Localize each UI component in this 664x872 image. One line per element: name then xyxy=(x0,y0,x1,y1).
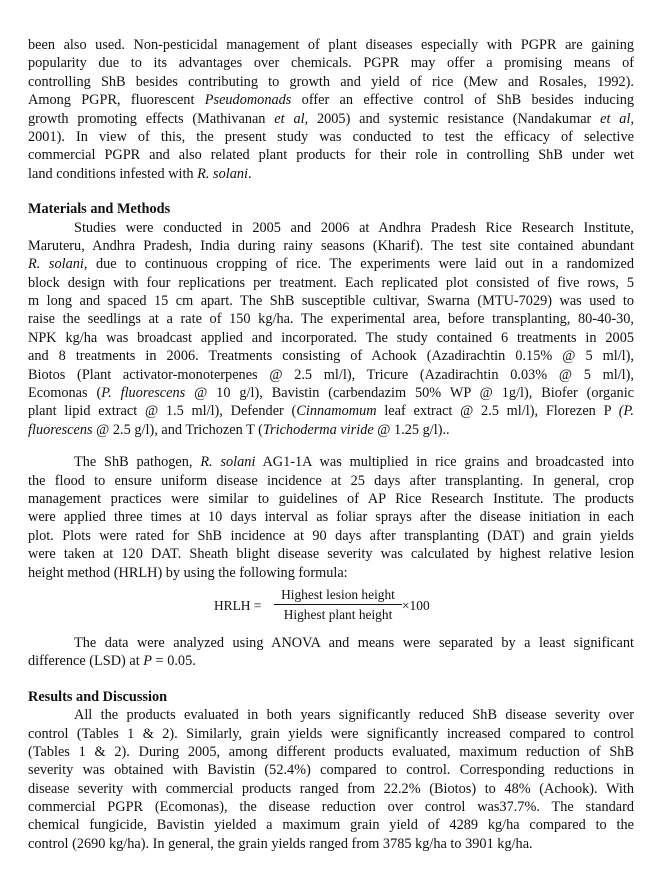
text-line: R. solani, due to continuous cropping of rice. The experiments were laid out in a randomized xyxy=(28,256,634,273)
text-line: were taken at 120 DAT. Sheath blight disease severity was calculated by highest relative lesion xyxy=(28,546,634,563)
text-line: commercial PGPR and also related plant products for their role in controlling ShB under wet xyxy=(28,147,634,164)
text-line: difference (LSD) at P = 0.05. xyxy=(28,653,196,670)
text-line: Studies were conducted in 2005 and 2006 at Andhra Pradesh Rice Research Institute, xyxy=(74,219,634,236)
text-line: chemical fungicide, Bavistin yielded a maximum grain yield of 4289 kg/ha compared to the xyxy=(28,817,634,834)
text-line: controlling ShB besides contributing to growth and yield of rice (Mew and Rosales, 1992). xyxy=(28,73,634,90)
formula-fraction xyxy=(274,586,402,623)
text-line: Biotos (Plant activator-monoterpenes @ 2.5 ml/l), Tricure (Azadirachtin 0.03% @ 5 ml/l), xyxy=(28,366,634,383)
document-page xyxy=(28,36,634,853)
text-line: plant lipid extract @ 1.5 ml/l), Defender (Cinnamomum leaf extract @ 2.5 ml/l), Florezen P (P. xyxy=(28,403,634,420)
paragraph-pathogen xyxy=(28,453,634,582)
hrlh-formula xyxy=(28,586,634,628)
paragraph-results xyxy=(28,706,634,853)
formula-numerator: Highest lesion height xyxy=(281,586,395,602)
paragraph-methods xyxy=(28,219,634,440)
formula-denominator: Highest plant height xyxy=(283,606,393,622)
text-line: severity was obtained with Bavistin (52.4%) compared to control. Corresponding reductions in xyxy=(28,762,634,779)
text-line: land conditions infested with R. solani. xyxy=(28,165,252,182)
text-line: The ShB pathogen, R. solani AG1-1A was multiplied in rice grains and broadcasted into xyxy=(74,454,634,471)
text-line: (Tables 1 & 2). During 2005, among different products evaluated, maximum reduction of ShB xyxy=(28,743,634,760)
fraction-bar xyxy=(274,604,402,605)
text-line: m long and spaced 15 cm apart. The ShB susceptible cultivar, Swarna (MTU-7029) was used to xyxy=(28,293,634,310)
text-line: commercial PGPR (Ecomonas), the disease reduction over control was37.7%. The standard xyxy=(28,799,634,816)
text-line: 2001). In view of this, the present study was conducted to test the efficacy of selective xyxy=(28,128,634,145)
text-line: disease severity with commercial products ranged from 22.2% (Biotos) to 48% (Achook). With xyxy=(28,780,634,797)
paragraph-analysis xyxy=(28,634,634,671)
text-line: control (2690 kg/ha). In general, the grain yields ranged from 3785 kg/ha to 3901 kg/ha. xyxy=(28,835,533,852)
text-line: popularity due to its advantages over chemicals. PGPR may offer a promising means of xyxy=(28,55,634,72)
text-line: All the products evaluated in both years significantly reduced ShB disease severity over xyxy=(74,707,634,724)
text-line: the flood to ensure uniform disease incidence at 25 days after transplanting. In general, crop xyxy=(28,472,634,489)
section-heading-methods: Materials and Methods xyxy=(28,201,171,218)
text-line: NPK kg/ha was broadcast applied and incorporated. The study contained 6 treatments in 2005 xyxy=(28,329,634,346)
text-line: Maruteru, Andhra Pradesh, India during rainy seasons (Kharif). The test site contained abundant xyxy=(28,237,634,254)
text-line: were applied three times at 10 days interval as foliar sprays after the disease initiation in each xyxy=(28,509,634,526)
formula-lhs: HRLH = xyxy=(214,597,262,613)
text-line: height method (HRLH) by using the following formula: xyxy=(28,564,348,581)
text-line: fluorescens @ 2.5 g/l), and Trichozen T (Trichoderma viride @ 1.25 g/l).. xyxy=(28,421,450,438)
text-line: Ecomonas (P. fluorescens @ 10 g/l), Bavistin (carbendazim 50% WP @ 1g/l), Biofer (organic xyxy=(28,385,635,402)
text-line: growth promoting effects (Mathivanan et al, 2005) and systemic resistance (Nandakumar et al, xyxy=(28,110,635,127)
text-line: been also used. Non-pesticidal management of plant diseases especially with PGPR are gaining xyxy=(28,37,634,53)
text-line: block design with four replications per treatment. Each replicated plot consisted of five rows, 5 xyxy=(28,274,634,291)
text-line: and 8 treatments in 2006. Treatments consisting of Achook (Azadirachtin 0.15% @ 5 ml/l), xyxy=(28,348,634,365)
text-line: Among PGPR, fluorescent Pseudomonads offer an effective control of ShB besides inducing xyxy=(28,92,634,109)
formula-multiplier: ×100 xyxy=(402,597,430,613)
text-line: control (Tables 1 & 2). Similarly, grain yields were significantly increased compared to control xyxy=(28,725,634,742)
section-heading-results: Results and Discussion xyxy=(28,688,168,705)
text-line: raise the seedlings at a rate of 150 kg/ha. The experimental area, before transplanting, 80-40-30, xyxy=(28,311,634,328)
text-line: management practices were similar to guidelines of AP Rice Research Institute. The products xyxy=(28,490,634,507)
text-line: plot. Plots were rated for ShB incidence at 90 days after transplanting (DAT) and grain yields xyxy=(28,527,634,544)
text-line: The data were analyzed using ANOVA and means were separated by a least significant xyxy=(74,634,634,651)
paragraph-intro xyxy=(28,36,634,183)
